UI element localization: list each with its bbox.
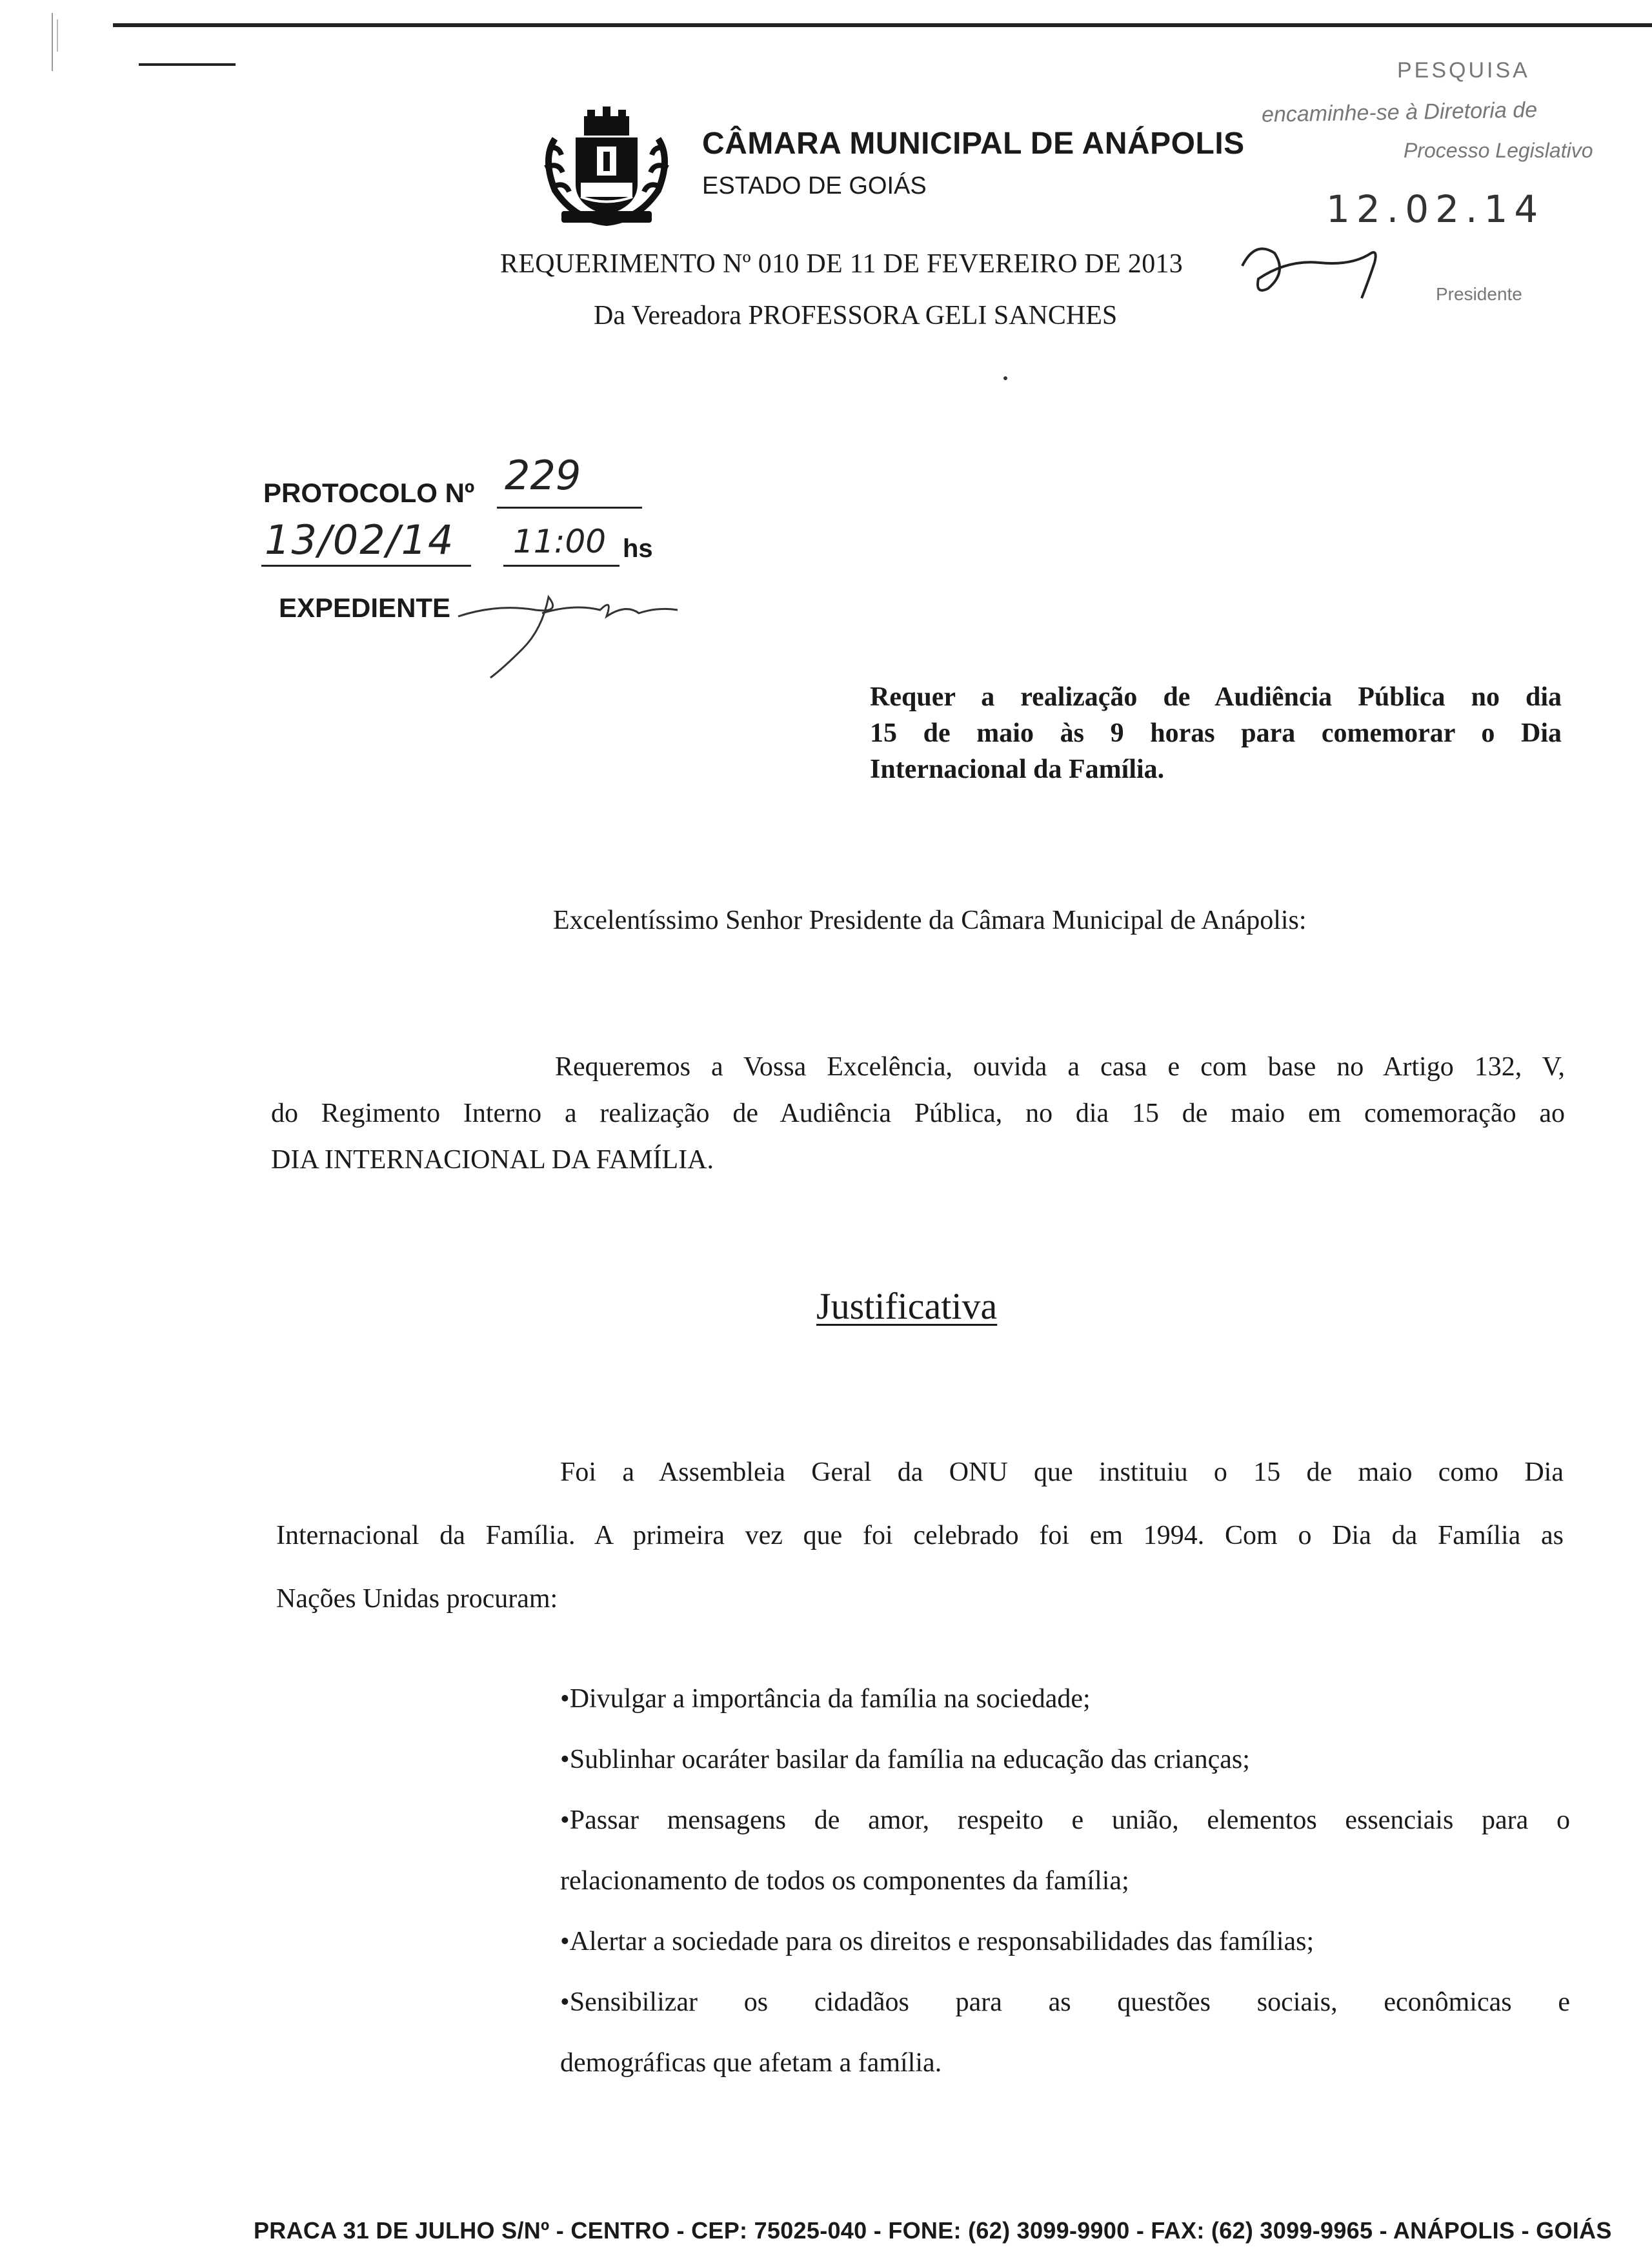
bullet-icon: • xyxy=(560,1805,570,1835)
list-item-text: Sublinhar ocaráter basilar da família na educação das crianças; xyxy=(569,1745,1250,1774)
list-item-text: Passar mensagens de amor, respeito e união, elementos essenciais para o xyxy=(569,1805,1570,1835)
stamp-line-4: Presidente xyxy=(1436,284,1522,304)
scan-dot xyxy=(1003,376,1007,380)
protocol-number: 229 xyxy=(505,452,581,499)
paragraph-line: Nações Unidas procuram: xyxy=(276,1584,558,1614)
salutation: Excelentíssimo Senhor Presidente da Câmara Municipal de Anápolis: xyxy=(553,906,1307,935)
paragraph-line: do Regimento Interno a realização de Audiência Pública, no dia 15 de maio em comemoração ao xyxy=(271,1099,1565,1128)
request-summary xyxy=(870,679,1562,787)
stamp-line-2: encaminhe-se à Diretoria de xyxy=(1261,97,1538,127)
bullet-icon: • xyxy=(560,1745,570,1774)
protocol-date: 13/02/14 xyxy=(265,516,455,563)
bullet-icon: • xyxy=(560,1684,570,1714)
expediente-signature xyxy=(445,578,697,681)
stamp-line-3: Processo Legislativo xyxy=(1404,139,1593,162)
paragraph-line: DIA INTERNACIONAL DA FAMÍLIA. xyxy=(271,1145,714,1175)
handwritten-signature-year xyxy=(1229,227,1410,305)
protocol-label: PROTOCOLO Nº xyxy=(263,478,475,508)
summary-line: Requer a realização de Audiência Pública no dia xyxy=(870,682,1562,712)
protocol-underline xyxy=(497,507,642,509)
list-item-text: Divulgar a importância da família na sociedade; xyxy=(569,1684,1091,1714)
list-item-text: Sensibilizar os cidadãos para as questões sociais, econômicas e xyxy=(569,1987,1570,2017)
paragraph-line: Foi a Assembleia Geral da ONU que instituiu o 15 de maio como Dia xyxy=(560,1457,1564,1487)
list-item-text: demográficas que afetam a família. xyxy=(560,2048,942,2078)
list-item xyxy=(560,1729,1570,1790)
list-item xyxy=(560,1911,1570,1972)
summary-line: Internacional da Família. xyxy=(870,755,1165,784)
scan-edge-marks xyxy=(48,13,61,71)
protocol-time: 11:00 xyxy=(513,523,607,560)
coat-of-arms-icon xyxy=(536,100,678,229)
list-item-text: relacionamento de todos os componentes da família; xyxy=(560,1866,1129,1896)
justification-paragraph xyxy=(276,1441,1564,1630)
request-author: Da Vereadora PROFESSORA GELI SANCHES xyxy=(594,301,1118,330)
institution-name: CÂMARA MUNICIPAL DE ANÁPOLIS xyxy=(702,127,1245,161)
footer-address: PRACA 31 DE JULHO S/Nº - CENTRO - CEP: 75025-040 - FONE: (62) 3099-9900 - FAX: (62) 3099-9965 - ANÁPOLIS - GOIÁS xyxy=(254,2217,1612,2244)
protocol-time-underline xyxy=(503,565,620,567)
bullet-icon: • xyxy=(560,1987,570,2017)
justification-heading: Justificativa xyxy=(816,1285,998,1327)
institution-state: ESTADO DE GOIÁS xyxy=(702,172,927,199)
paragraph-line: Internacional da Família. A primeira vez que foi celebrado foi em 1994. Com o Dia da Família as xyxy=(276,1521,1564,1550)
request-paragraph xyxy=(271,1044,1565,1183)
list-item xyxy=(560,1972,1570,2093)
bullet-icon: • xyxy=(560,1927,570,1956)
protocol-date-underline xyxy=(261,565,471,567)
list-item-text: Alertar a sociedade para os direitos e responsabilidades das famílias; xyxy=(569,1927,1315,1956)
summary-line: 15 de maio às 9 horas para comemorar o Dia xyxy=(870,718,1562,748)
list-item xyxy=(560,1790,1570,1911)
paragraph-line: Requeremos a Vossa Excelência, ouvida a casa e com base no Artigo 132, V, xyxy=(555,1052,1565,1082)
stamp-date: 12.02.14 xyxy=(1326,187,1545,231)
objectives-list xyxy=(560,1669,1570,2093)
top-border-rule xyxy=(113,23,1652,27)
hours-label: hs xyxy=(623,534,653,563)
request-title: REQUERIMENTO Nº 010 DE 11 DE FEVEREIRO DE 2013 xyxy=(500,249,1184,279)
expediente-label: EXPEDIENTE xyxy=(279,593,451,623)
top-short-rule xyxy=(139,63,236,66)
stamp-line-1: PESQUISA xyxy=(1397,58,1530,83)
list-item xyxy=(560,1669,1570,1729)
